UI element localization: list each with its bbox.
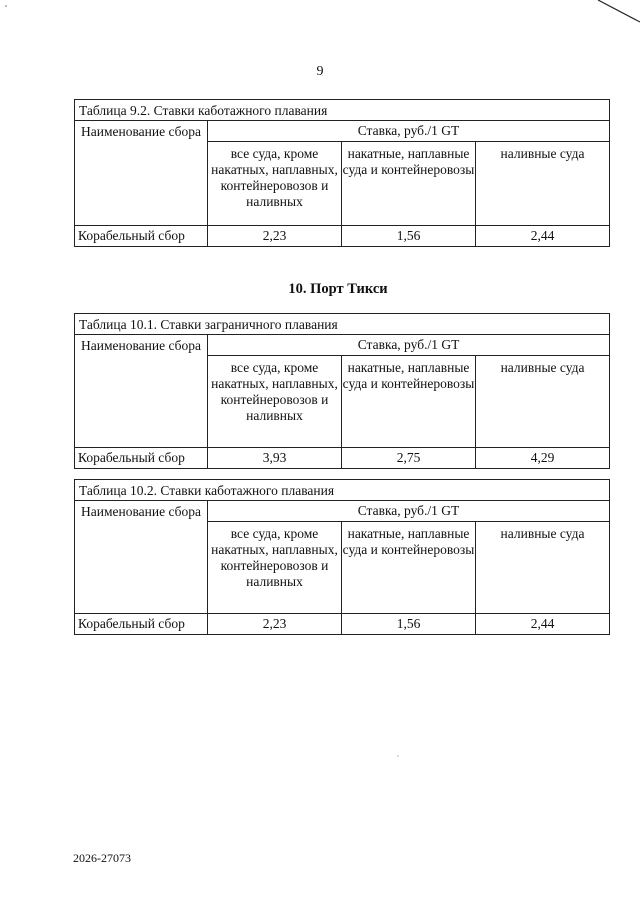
category-tankers: наливные суда [476, 522, 610, 614]
fee-name-header: Наименование сбора [75, 501, 208, 614]
category-roro-container: накатные, наплавные суда и контейнеровозы [342, 356, 476, 448]
rate-header: Ставка, руб./1 GT [208, 121, 610, 142]
section-heading: 10. Порт Тикси [288, 281, 388, 297]
table-row [75, 448, 610, 469]
value-cell: 3,93 [208, 448, 342, 469]
value-cell: 2,44 [476, 614, 610, 635]
category-all-vessels: все суда, кроме накатных, наплавных, контейнеровозов и наливных [208, 356, 342, 448]
value-cell: 2,23 [208, 226, 342, 247]
category-all-vessels: все суда, кроме накатных, наплавных, контейнеровозов и наливных [208, 142, 342, 226]
value-cell: 2,44 [476, 226, 610, 247]
table-caption: Таблица 9.2. Ставки каботажного плавания [75, 100, 610, 121]
value-cell: 1,56 [342, 226, 476, 247]
rate-table-9-2 [74, 99, 610, 247]
page-number: 9 [316, 64, 324, 79]
rate-table-10-2 [74, 479, 610, 635]
value-cell: 1,56 [342, 614, 476, 635]
category-tankers: наливные суда [476, 356, 610, 448]
category-tankers: наливные суда [476, 142, 610, 226]
fee-name-header: Наименование сбора [75, 335, 208, 448]
value-cell: 4,29 [476, 448, 610, 469]
row-label: Корабельный сбор [75, 614, 208, 635]
value-cell: 2,75 [342, 448, 476, 469]
table-row [75, 226, 610, 247]
category-roro-container: накатные, наплавные суда и контейнеровозы [342, 522, 476, 614]
rate-header: Ставка, руб./1 GT [208, 501, 610, 522]
category-roro-container: накатные, наплавные суда и контейнеровозы [342, 142, 476, 226]
table-caption: Таблица 10.1. Ставки заграничного плавания [75, 314, 610, 335]
fee-name-header: Наименование сбора [75, 121, 208, 226]
value-cell: 2,23 [208, 614, 342, 635]
row-label: Корабельный сбор [75, 226, 208, 247]
rate-table-10-1 [74, 313, 610, 469]
document-code: 2026-27073 [73, 851, 131, 865]
table-row [75, 614, 610, 635]
rate-header: Ставка, руб./1 GT [208, 335, 610, 356]
category-all-vessels: все суда, кроме накатных, наплавных, контейнеровозов и наливных [208, 522, 342, 614]
table-caption: Таблица 10.2. Ставки каботажного плавания [75, 480, 610, 501]
row-label: Корабельный сбор [75, 448, 208, 469]
